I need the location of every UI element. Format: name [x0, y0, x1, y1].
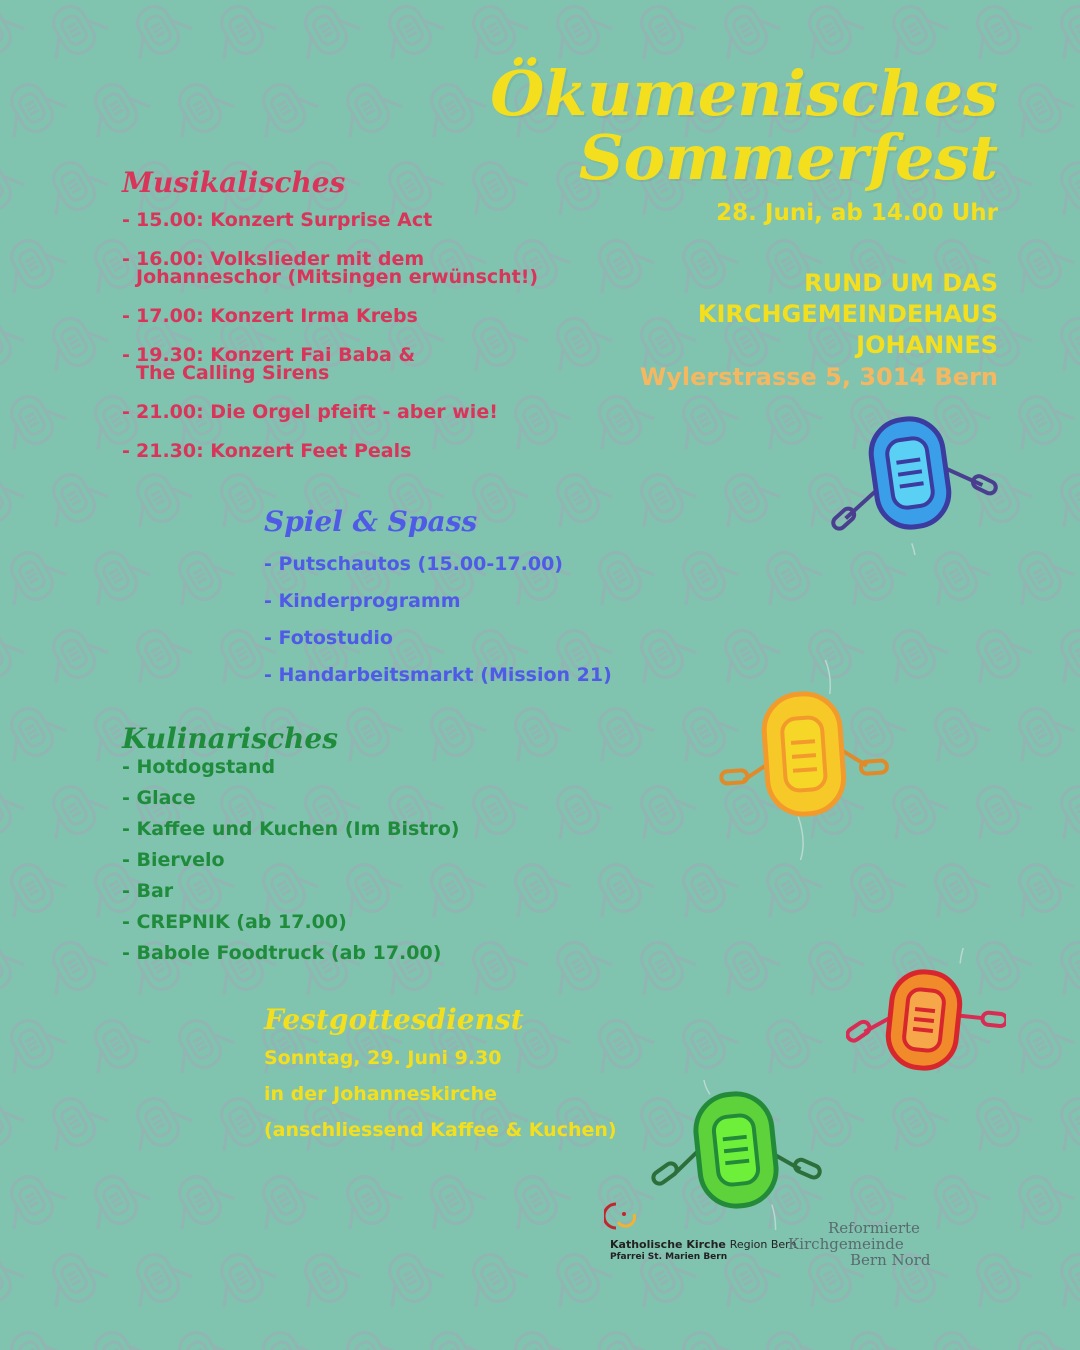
raft-pattern-icon: [0, 930, 28, 1002]
raft-pattern-icon: [288, 1242, 364, 1314]
raft-pattern-icon: [540, 0, 616, 66]
raft-pattern-icon: [0, 462, 28, 534]
raft-pattern-icon: [708, 0, 784, 66]
raft-pattern-icon: [666, 384, 742, 456]
food-list: [122, 755, 459, 965]
food-section: [122, 722, 459, 972]
raft-pattern-icon: [414, 1320, 490, 1350]
reformed-line2: Kirchgemeinde: [788, 1235, 904, 1253]
raft-pattern-icon: [0, 774, 28, 846]
raft-pattern-icon: [1002, 228, 1078, 300]
raft-pattern-icon: [36, 1086, 112, 1158]
raft-pattern-icon: [1002, 384, 1078, 456]
list-item: - Glace: [122, 787, 196, 809]
raft-pattern-icon: [36, 150, 112, 222]
raft-pattern-icon: [834, 852, 910, 924]
raft-pattern-icon: [750, 1320, 826, 1350]
raft-pattern-icon: [0, 306, 28, 378]
raft-pattern-icon: [36, 618, 112, 690]
raft-pattern-icon: [624, 774, 700, 846]
list-item: (anschliessend Kaffee & Kuchen): [264, 1119, 617, 1141]
raft-pattern-icon: [918, 696, 994, 768]
raft-pattern-icon: [0, 0, 28, 66]
raft-pattern-icon: [624, 618, 700, 690]
raft-pattern-icon: [78, 1320, 154, 1350]
list-item: - 15.00: Konzert Surprise Act: [122, 209, 433, 231]
raft-pattern-icon: [162, 72, 238, 144]
reformed-church-logo: [788, 1220, 930, 1268]
raft-pattern-icon: [0, 1086, 28, 1158]
raft-icon-yellow: [712, 660, 892, 860]
service-list: [264, 1046, 617, 1142]
event-date: 28. Juni, ab 14.00 Uhr: [716, 200, 998, 226]
catholic-parish-name: Pfarrei St. Marien Bern: [610, 1252, 728, 1262]
venue-line1: RUND UM DAS: [804, 269, 998, 297]
raft-pattern-icon: [78, 540, 154, 612]
raft-pattern-icon: [666, 852, 742, 924]
reformed-line1: Reformierte: [828, 1219, 920, 1237]
raft-pattern-icon: [708, 462, 784, 534]
raft-pattern-icon: [1044, 930, 1080, 1002]
raft-pattern-icon: [918, 1320, 994, 1350]
raft-pattern-icon: [162, 1320, 238, 1350]
games-section: [264, 505, 612, 700]
raft-pattern-icon: [876, 0, 952, 66]
raft-pattern-icon: [960, 0, 1036, 66]
raft-pattern-icon: [1044, 150, 1080, 222]
raft-pattern-icon: [498, 1320, 574, 1350]
catholic-church-name: Katholische Kirche Region Bern: [610, 1238, 797, 1251]
event-title: [490, 57, 998, 194]
raft-pattern-icon: [456, 1242, 532, 1314]
raft-pattern-icon: [1044, 462, 1080, 534]
service-section-title: Festgottesdienst: [264, 1003, 524, 1036]
raft-pattern-icon: [960, 1086, 1036, 1158]
raft-pattern-icon: [78, 1008, 154, 1080]
list-item: in der Johanneskirche: [264, 1083, 498, 1105]
raft-pattern-icon: [540, 930, 616, 1002]
raft-pattern-icon: [624, 0, 700, 66]
raft-pattern-icon: [246, 1320, 322, 1350]
raft-pattern-icon: [540, 306, 616, 378]
raft-pattern-icon: [120, 0, 196, 66]
list-item: - 16.00: Volkslieder mit dem Johanneschor (Mitsingen erwünscht!): [122, 248, 539, 288]
list-item: - Handarbeitsmarkt (Mission 21): [264, 664, 612, 686]
raft-pattern-icon: [498, 696, 574, 768]
venue-line2: KIRCHGEMEINDEHAUS: [697, 300, 998, 328]
raft-pattern-icon: [204, 0, 280, 66]
raft-pattern-icon: [0, 228, 70, 300]
raft-pattern-icon: [0, 1242, 28, 1314]
list-item: - Kinderprogramm: [264, 590, 461, 612]
raft-pattern-icon: [1002, 852, 1078, 924]
raft-pattern-icon: [1044, 306, 1080, 378]
raft-pattern-icon: [540, 1242, 616, 1314]
raft-pattern-icon: [0, 72, 70, 144]
raft-pattern-icon: [1002, 1008, 1078, 1080]
raft-pattern-icon: [0, 540, 70, 612]
raft-pattern-icon: [0, 618, 28, 690]
list-item: - Bar: [122, 880, 174, 902]
raft-pattern-icon: [0, 696, 70, 768]
raft-pattern-icon: [162, 1008, 238, 1080]
raft-pattern-icon: [0, 384, 70, 456]
raft-pattern-icon: [0, 1008, 70, 1080]
venue-name: [698, 268, 998, 361]
raft-pattern-icon: [36, 0, 112, 66]
raft-pattern-icon: [750, 852, 826, 924]
raft-pattern-icon: [750, 1008, 826, 1080]
raft-pattern-icon: [960, 618, 1036, 690]
raft-pattern-icon: [498, 1164, 574, 1236]
church-logo-icon: [604, 1200, 640, 1236]
raft-pattern-icon: [78, 1164, 154, 1236]
raft-pattern-icon: [918, 852, 994, 924]
raft-pattern-icon: [1002, 1164, 1078, 1236]
raft-pattern-icon: [666, 1008, 742, 1080]
raft-pattern-icon: [246, 1164, 322, 1236]
music-section-title: Musikalisches: [122, 166, 346, 199]
music-section: [122, 166, 538, 481]
food-section-title: Kulinarisches: [122, 722, 338, 755]
raft-pattern-icon: [876, 1086, 952, 1158]
raft-pattern-icon: [960, 1242, 1036, 1314]
raft-pattern-icon: [414, 1164, 490, 1236]
raft-pattern-icon: [666, 1320, 742, 1350]
raft-pattern-icon: [0, 1164, 70, 1236]
raft-pattern-icon: [960, 774, 1036, 846]
raft-pattern-icon: [582, 1320, 658, 1350]
raft-pattern-icon: [288, 0, 364, 66]
raft-pattern-icon: [36, 774, 112, 846]
raft-pattern-icon: [582, 696, 658, 768]
list-item: - Biervelo: [122, 849, 225, 871]
raft-pattern-icon: [582, 384, 658, 456]
service-section: [264, 1003, 617, 1154]
raft-pattern-icon: [330, 1320, 406, 1350]
raft-pattern-icon: [750, 540, 826, 612]
venue-line3: JOHANNES: [856, 331, 998, 359]
raft-pattern-icon: [750, 384, 826, 456]
raft-pattern-icon: [1044, 774, 1080, 846]
raft-pattern-icon: [330, 1164, 406, 1236]
raft-pattern-icon: [120, 1242, 196, 1314]
raft-icon-green: [648, 1080, 828, 1230]
music-list: [122, 211, 538, 460]
raft-pattern-icon: [624, 462, 700, 534]
raft-pattern-icon: [330, 72, 406, 144]
raft-pattern-icon: [1044, 1242, 1080, 1314]
raft-pattern-icon: [708, 930, 784, 1002]
reformed-line3: Bern Nord: [850, 1251, 931, 1269]
raft-pattern-icon: [0, 852, 70, 924]
raft-icon-blue: [822, 405, 1002, 555]
raft-pattern-icon: [582, 852, 658, 924]
raft-pattern-icon: [456, 930, 532, 1002]
raft-pattern-icon: [120, 1086, 196, 1158]
event-title-line1: Ökumenisches: [490, 57, 998, 130]
raft-pattern-icon: [36, 1242, 112, 1314]
raft-pattern-icon: [498, 852, 574, 924]
list-item: - 21.00: Die Orgel pfeift - aber wie!: [122, 401, 498, 423]
raft-pattern-icon: [1002, 696, 1078, 768]
venue-address: Wylerstrasse 5, 3014 Bern: [639, 363, 998, 391]
list-item: - 17.00: Konzert Irma Krebs: [122, 305, 418, 327]
raft-pattern-icon: [78, 72, 154, 144]
raft-pattern-icon: [204, 1242, 280, 1314]
list-item: - Hotdogstand: [122, 756, 276, 778]
raft-pattern-icon: [582, 228, 658, 300]
raft-pattern-icon: [666, 540, 742, 612]
raft-pattern-icon: [624, 930, 700, 1002]
raft-pattern-icon: [120, 618, 196, 690]
raft-pattern-icon: [36, 306, 112, 378]
list-item: - 19.30: Konzert Fai Baba & The Calling Sirens: [122, 344, 416, 384]
list-item: - 21.30: Konzert Feet Peals: [122, 440, 412, 462]
raft-pattern-icon: [834, 1320, 910, 1350]
raft-pattern-icon: [456, 0, 532, 66]
list-item: - CREPNIK (ab 17.00): [122, 911, 347, 933]
raft-pattern-icon: [372, 0, 448, 66]
raft-pattern-icon: [792, 0, 868, 66]
raft-pattern-icon: [1044, 1086, 1080, 1158]
raft-pattern-icon: [1002, 72, 1078, 144]
raft-pattern-icon: [414, 72, 490, 144]
list-item: - Babole Foodtruck (ab 17.00): [122, 942, 442, 964]
list-item: - Putschautos (15.00-17.00): [264, 553, 563, 575]
raft-pattern-icon: [1002, 540, 1078, 612]
raft-pattern-icon: [1044, 618, 1080, 690]
event-title-line2: Sommerfest: [578, 121, 998, 194]
raft-pattern-icon: [0, 150, 28, 222]
raft-pattern-icon: [36, 930, 112, 1002]
raft-pattern-icon: [372, 1242, 448, 1314]
raft-icon-orange: [846, 948, 1006, 1088]
list-item: Sonntag, 29. Juni 9.30: [264, 1047, 502, 1069]
raft-pattern-icon: [162, 1164, 238, 1236]
games-section-title: Spiel & Spass: [264, 505, 478, 538]
raft-pattern-icon: [246, 72, 322, 144]
raft-pattern-icon: [0, 1320, 70, 1350]
list-item: - Kaffee und Kuchen (Im Bistro): [122, 818, 460, 840]
list-item: - Fotostudio: [264, 627, 393, 649]
raft-pattern-icon: [540, 774, 616, 846]
raft-pattern-icon: [456, 774, 532, 846]
raft-pattern-icon: [1044, 0, 1080, 66]
raft-pattern-icon: [162, 540, 238, 612]
raft-pattern-icon: [36, 462, 112, 534]
raft-pattern-icon: [1002, 1320, 1078, 1350]
games-list: [264, 552, 612, 687]
